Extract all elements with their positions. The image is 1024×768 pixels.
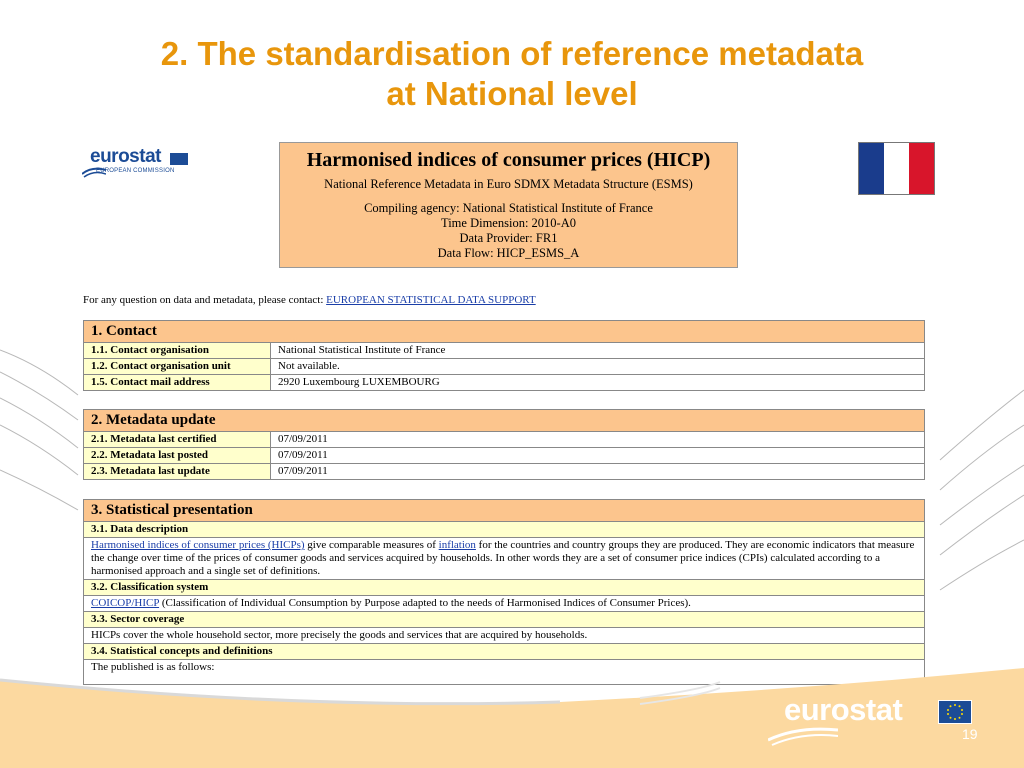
row-value: 07/09/2011 [271, 432, 925, 448]
table-row [84, 375, 925, 391]
flag-red-stripe [909, 143, 934, 194]
statistical-presentation-title: 3. Statistical presentation [84, 500, 925, 522]
sector-coverage-text: HICPs cover the whole household sector, more precisely the goods and services that are acquired by households. [84, 628, 925, 644]
header-flow: Data Flow: HICP_ESMS_A [437, 246, 580, 260]
sector-coverage-label: 3.3. Sector coverage [84, 612, 925, 628]
row-label: 1.2. Contact organisation unit [84, 359, 271, 375]
hicp-link[interactable]: Harmonised indices of consumer prices (HICPs) [91, 539, 305, 551]
flag-white-stripe [884, 143, 909, 194]
header-agency: Compiling agency: National Statistical Institute of France [364, 201, 653, 215]
contact-section-title: 1. Contact [84, 321, 925, 343]
eurostat-logo-large [768, 692, 978, 748]
french-flag-icon [858, 142, 935, 195]
logo-wordmark-large: eurostat [784, 692, 903, 727]
classification-text [84, 596, 925, 612]
table-row [84, 359, 925, 375]
table-row [84, 343, 925, 359]
header-subtitle: National Reference Metadata in Euro SDMX Metadata Structure (ESMS) [324, 177, 693, 191]
eurostat-logo-small [82, 140, 202, 182]
metadata-update-title: 2. Metadata update [84, 410, 925, 432]
classification-description: (Classification of Individual Consumption by Purpose adapted to the needs of Harmonised Indices of Consumer Prices). [159, 597, 691, 609]
eu-flag-icon [170, 153, 188, 165]
classification-label: 3.2. Classification system [84, 580, 925, 596]
inflation-link[interactable]: inflation [438, 539, 476, 551]
coicop-link[interactable]: COICOP/HICP [91, 597, 160, 609]
contact-prompt [83, 294, 536, 306]
description-text-2: for the countries and country groups they are produced. They are economic indicators that measure the change over time of the prices of consumer goods and services acquired by households. In other words they are a set of consumer price indices (CPIs) calculated according to a harmonised approach and a single set of definitions. [91, 539, 915, 577]
data-description-label: 3.1. Data description [84, 522, 925, 538]
concepts-text: The published is as follows: [84, 660, 925, 685]
table-row [84, 464, 925, 480]
row-value: Not available. [271, 359, 925, 375]
logo-wordmark: eurostat [90, 146, 161, 167]
row-value: 2920 Luxembourg LUXEMBOURG [271, 375, 925, 391]
concepts-label: 3.4. Statistical concepts and definitions [84, 644, 925, 660]
row-value: 07/09/2011 [271, 464, 925, 480]
header-time-dimension: Time Dimension: 2010-A0 [441, 216, 576, 230]
contact-prompt-text: For any question on data and metadata, please contact: [83, 294, 327, 306]
row-label: 1.5. Contact mail address [84, 375, 271, 391]
header-title: Harmonised indices of consumer prices (HICP) [306, 149, 711, 171]
row-label: 2.3. Metadata last update [84, 464, 271, 480]
row-value: National Statistical Institute of France [271, 343, 925, 359]
slide-title-line2: at National level [386, 75, 638, 112]
row-label: 1.1. Contact organisation [84, 343, 271, 359]
flag-blue-stripe [859, 143, 884, 194]
data-support-link[interactable]: EUROPEAN STATISTICAL DATA SUPPORT [326, 294, 536, 306]
data-description-text [84, 538, 925, 580]
description-text-1: give comparable measures of [304, 539, 439, 551]
page-number: 19 [962, 726, 978, 742]
contact-section [83, 320, 925, 391]
eu-stars-icon [939, 701, 971, 723]
table-row [84, 448, 925, 464]
header-details [280, 201, 737, 261]
table-row [84, 432, 925, 448]
logo-subtext: EUROPEAN COMMISSION [96, 168, 175, 174]
statistical-presentation-section [83, 499, 925, 685]
slide-title-line1: 2. The standardisation of reference metadata [160, 35, 864, 72]
row-label: 2.2. Metadata last posted [84, 448, 271, 464]
metadata-update-section [83, 409, 925, 480]
slide-title [0, 34, 1024, 114]
swoosh-icon-large [768, 722, 838, 746]
row-label: 2.1. Metadata last certified [84, 432, 271, 448]
header-provider: Data Provider: FR1 [459, 231, 558, 245]
eu-flag-icon-large [938, 700, 972, 724]
metadata-header-box [279, 142, 738, 268]
row-value: 07/09/2011 [271, 448, 925, 464]
